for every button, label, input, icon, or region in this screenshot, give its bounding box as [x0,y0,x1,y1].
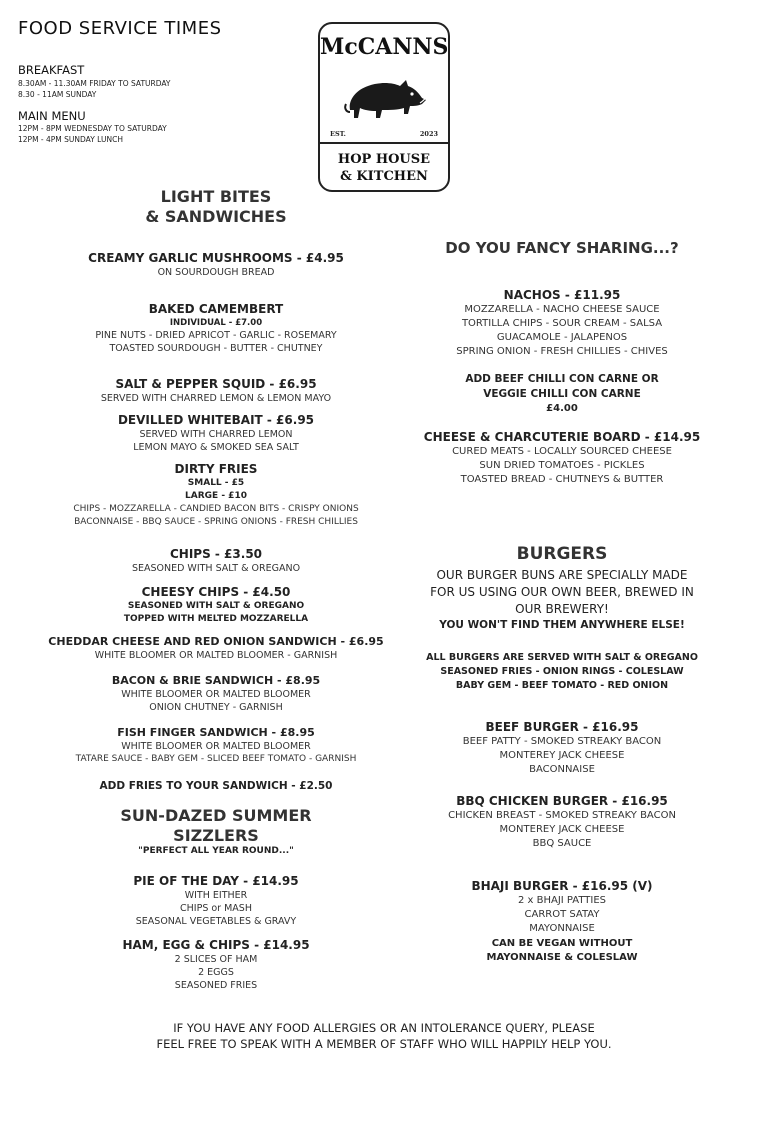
nachos-addon-line: VEGGIE CHILLI CON CARNE [483,388,641,400]
menu-item-desc: LEMON MAYO & SMOKED SEA SALT [133,442,299,453]
breakfast-hours [18,78,171,100]
nachos-addon-line: ADD BEEF CHILLI CON CARNE OR [465,373,659,385]
menu-item-desc: CARROT SATAY [524,909,600,920]
menu-item-desc: PINE NUTS - DRIED APRICOT - GARLIC - ROSEMARY [95,330,337,341]
sizzlers-heading [66,806,366,846]
menu-item-desc: TATARE SAUCE - BABY GEM - SLICED BEEF TOMATO - GARNISH [75,754,357,764]
logo [318,22,450,192]
menu-item-desc: 2 EGGS [198,967,234,978]
main-menu-label: MAIN MENU [18,109,86,123]
menu-item-desc: SEASONED WITH SALT & OREGANO [131,563,301,574]
nachos-addon [382,372,742,416]
menu-item-desc: BBQ SAUCE [532,838,592,849]
menu-item-desc: SERVED WITH CHARRED LEMON & LEMON MAYO [100,393,332,404]
menu-item-chips [36,547,396,575]
vegan-note: MAYONNAISE & COLESLAW [486,952,638,963]
menu-item-desc: WHITE BLOOMER OR MALTED BLOOMER [121,741,311,752]
menu-item-desc: MONTEREY JACK CHEESE [499,824,625,835]
light-bites-heading [86,187,346,227]
menu-item-desc: CHIPS or MASH [180,903,252,914]
menu-item-title: CHIPS - £3.50 [169,547,263,561]
menu-item-desc: MAYONNAISE [529,923,595,934]
menu-item-desc: WHITE BLOOMER OR MALTED BLOOMER - GARNISH [94,650,338,661]
menu-item-desc: WITH EITHER [184,890,248,901]
menu-item-desc: CURED MEATS - LOCALLY SOURCED CHEESE [452,446,672,457]
menu-item-desc: BEEF PATTY - SMOKED STREAKY BACON [462,736,662,747]
menu-item-desc: TORTILLA CHIPS - SOUR CREAM - SALSA [461,318,663,329]
menu-item-ham-egg [36,938,396,992]
main-menu-hours-line: 12PM - 4PM SUNDAY LUNCH [18,135,123,144]
menu-item-whitebait [36,413,396,454]
menu-item-desc: MOZZARELLA - NACHO CHEESE SAUCE [464,304,660,315]
menu-item-title: NACHOS - £11.95 [503,288,621,302]
logo-divider [320,142,448,144]
menu-item-mushrooms [36,251,396,279]
menu-item-desc: WHITE BLOOMER OR MALTED BLOOMER [121,689,311,700]
menu-item-title: CHEESY CHIPS - £4.50 [141,585,291,599]
menu-item-fish-finger [6,725,426,766]
breakfast-hours-line: 8.30 - 11AM SUNDAY [18,90,97,99]
burgers-heading: BURGERS [516,544,608,564]
menu-item-charcuterie [382,430,742,487]
light-bites-heading-line: LIGHT BITES [160,187,272,206]
burgers-intro-line: FOR US USING OUR OWN BEER, BREWED IN [430,585,694,599]
menu-item-desc: SPRING ONION - FRESH CHILLIES - CHIVES [456,346,668,357]
menu-item-title: DEVILLED WHITEBAIT - £6.95 [117,413,315,427]
logo-subtitle-line: HOP HOUSE [337,152,431,167]
sizzlers-heading-line: SIZZLERS [173,826,259,845]
menu-item-desc: SEASONAL VEGETABLES & GRAVY [135,916,297,927]
menu-item-desc: SUN DRIED TOMATOES - PICKLES [479,460,645,471]
menu-item-squid [36,377,396,405]
burgers-tagline: YOU WON'T FIND THEM ANYWHERE ELSE! [439,619,685,631]
menu-item-desc: SERVED WITH CHARRED LEMON [139,429,293,440]
sharing-heading: DO YOU FANCY SHARING...? [445,239,679,257]
allergy-note-line: FEEL FREE TO SPEAK WITH A MEMBER OF STAFF WHO WILL HAPPILY HELP YOU. [156,1037,612,1051]
menu-item-sub: SMALL - £5 [187,478,245,488]
menu-item-desc: 2 SLICES OF HAM [174,954,258,965]
menu-item-desc: ON SOURDOUGH BREAD [157,267,275,278]
menu-item-pie [36,874,396,928]
menu-item-title: CREAMY GARLIC MUSHROOMS - £4.95 [88,251,344,265]
menu-item-title: BEEF BURGER - £16.95 [485,720,639,734]
burgers-intro-line: OUR BREWERY! [515,602,609,616]
sizzlers-heading-line: SUN-DAZED SUMMER [120,806,312,825]
allergy-note [100,1020,668,1052]
menu-item-title: HAM, EGG & CHIPS - £14.95 [122,938,310,952]
burgers-intro-line: OUR BURGER BUNS ARE SPECIALLY MADE [436,568,688,582]
menu-item-desc: MONTEREY JACK CHEESE [499,750,625,761]
menu-item-desc: BACONNAISE [529,764,595,775]
menu-item-bhaji-burger [382,879,742,965]
breakfast-hours-line: 8.30AM - 11.30AM FRIDAY TO SATURDAY [18,79,171,88]
main-menu-hours-line: 12PM - 8PM WEDNESDAY TO SATURDAY [18,124,167,133]
menu-item-title: BBQ CHICKEN BURGER - £16.95 [456,794,668,808]
menu-item-desc: BACONNAISE - BBQ SAUCE - SPRING ONIONS - FRESH CHILLIES [74,517,358,527]
logo-subtitle [320,151,448,185]
menu-item-title: PIE OF THE DAY - £14.95 [133,874,299,888]
allergy-note-line: IF YOU HAVE ANY FOOD ALLERGIES OR AN INTOLERANCE QUERY, PLEASE [173,1021,595,1035]
breakfast-label: BREAKFAST [18,63,85,77]
logo-subtitle-line: & KITCHEN [340,169,428,184]
menu-item-title: BHAJI BURGER - £16.95 (V) [471,879,653,893]
burgers-served-with [382,651,742,693]
logo-name: McCANNS [320,34,449,60]
add-fries-note: ADD FRIES TO YOUR SANDWICH - £2.50 [99,780,333,792]
sizzlers-subheading: "PERFECT ALL YEAR ROUND..." [138,846,294,856]
main-menu-hours [18,123,167,145]
menu-item-title: BAKED CAMEMBERT [148,302,284,316]
menu-item-nachos [382,288,742,359]
menu-item-title: CHEDDAR CHEESE AND RED ONION SANDWICH - £6.95 [48,635,384,648]
logo-year: 2023 [419,130,438,138]
menu-item-bbq-chicken-burger [382,794,742,851]
menu-item-desc: CHICKEN BREAST - SMOKED STREAKY BACON [448,810,676,821]
menu-item-title: BACON & BRIE SANDWICH - £8.95 [111,674,321,687]
menu-item-desc: TOPPED WITH MELTED MOZZARELLA [123,614,309,624]
menu-item-dirty-fries [16,462,416,529]
burgers-served-line: ALL BURGERS ARE SERVED WITH SALT & OREGANO [426,652,698,663]
menu-item-sub: INDIVIDUAL - £7.00 [169,318,263,328]
menu-item-desc: TOASTED BREAD - CHUTNEYS & BUTTER [460,474,664,485]
menu-item-desc: TOASTED SOURDOUGH - BUTTER - CHUTNEY [109,343,323,354]
menu-item-desc: SEASONED WITH SALT & OREGANO [127,601,305,611]
menu-item-sub: LARGE - £10 [185,491,247,501]
burgers-intro [392,567,732,618]
menu-item-desc: 2 x BHAJI PATTIES [517,895,607,906]
menu-item-camembert [36,302,396,355]
logo-est: EST. [330,130,346,138]
menu-item-cheddar-sandwich [16,634,416,662]
boar-icon [342,70,428,124]
burgers-served-line: SEASONED FRIES - ONION RINGS - COLESLAW [440,666,684,677]
burgers-served-line: BABY GEM - BEEF TOMATO - RED ONION [455,680,669,691]
menu-item-title: SALT & PEPPER SQUID - £6.95 [115,377,317,391]
menu-item-beef-burger [382,720,742,777]
menu-item-title: DIRTY FRIES [174,462,258,476]
menu-item-title: CHEESE & CHARCUTERIE BOARD - £14.95 [423,430,701,444]
light-bites-heading-line: & SANDWICHES [145,207,287,226]
menu-item-desc: CHIPS - MOZZARELLA - CANDIED BACON BITS - CRISPY ONIONS [73,504,359,514]
service-times-title: FOOD SERVICE TIMES [18,18,222,39]
vegan-note: CAN BE VEGAN WITHOUT [491,938,633,949]
menu-item-desc: GUACAMOLE - JALAPENOS [496,332,628,343]
menu-item-desc: SEASONED FRIES [174,980,258,991]
nachos-addon-price: £4.00 [546,403,578,414]
menu-item-desc: ONION CHUTNEY - GARNISH [149,702,283,713]
menu-item-bacon-brie [36,673,396,714]
menu-item-cheesy-chips [36,585,396,626]
menu-item-title: FISH FINGER SANDWICH - £8.95 [117,726,315,739]
